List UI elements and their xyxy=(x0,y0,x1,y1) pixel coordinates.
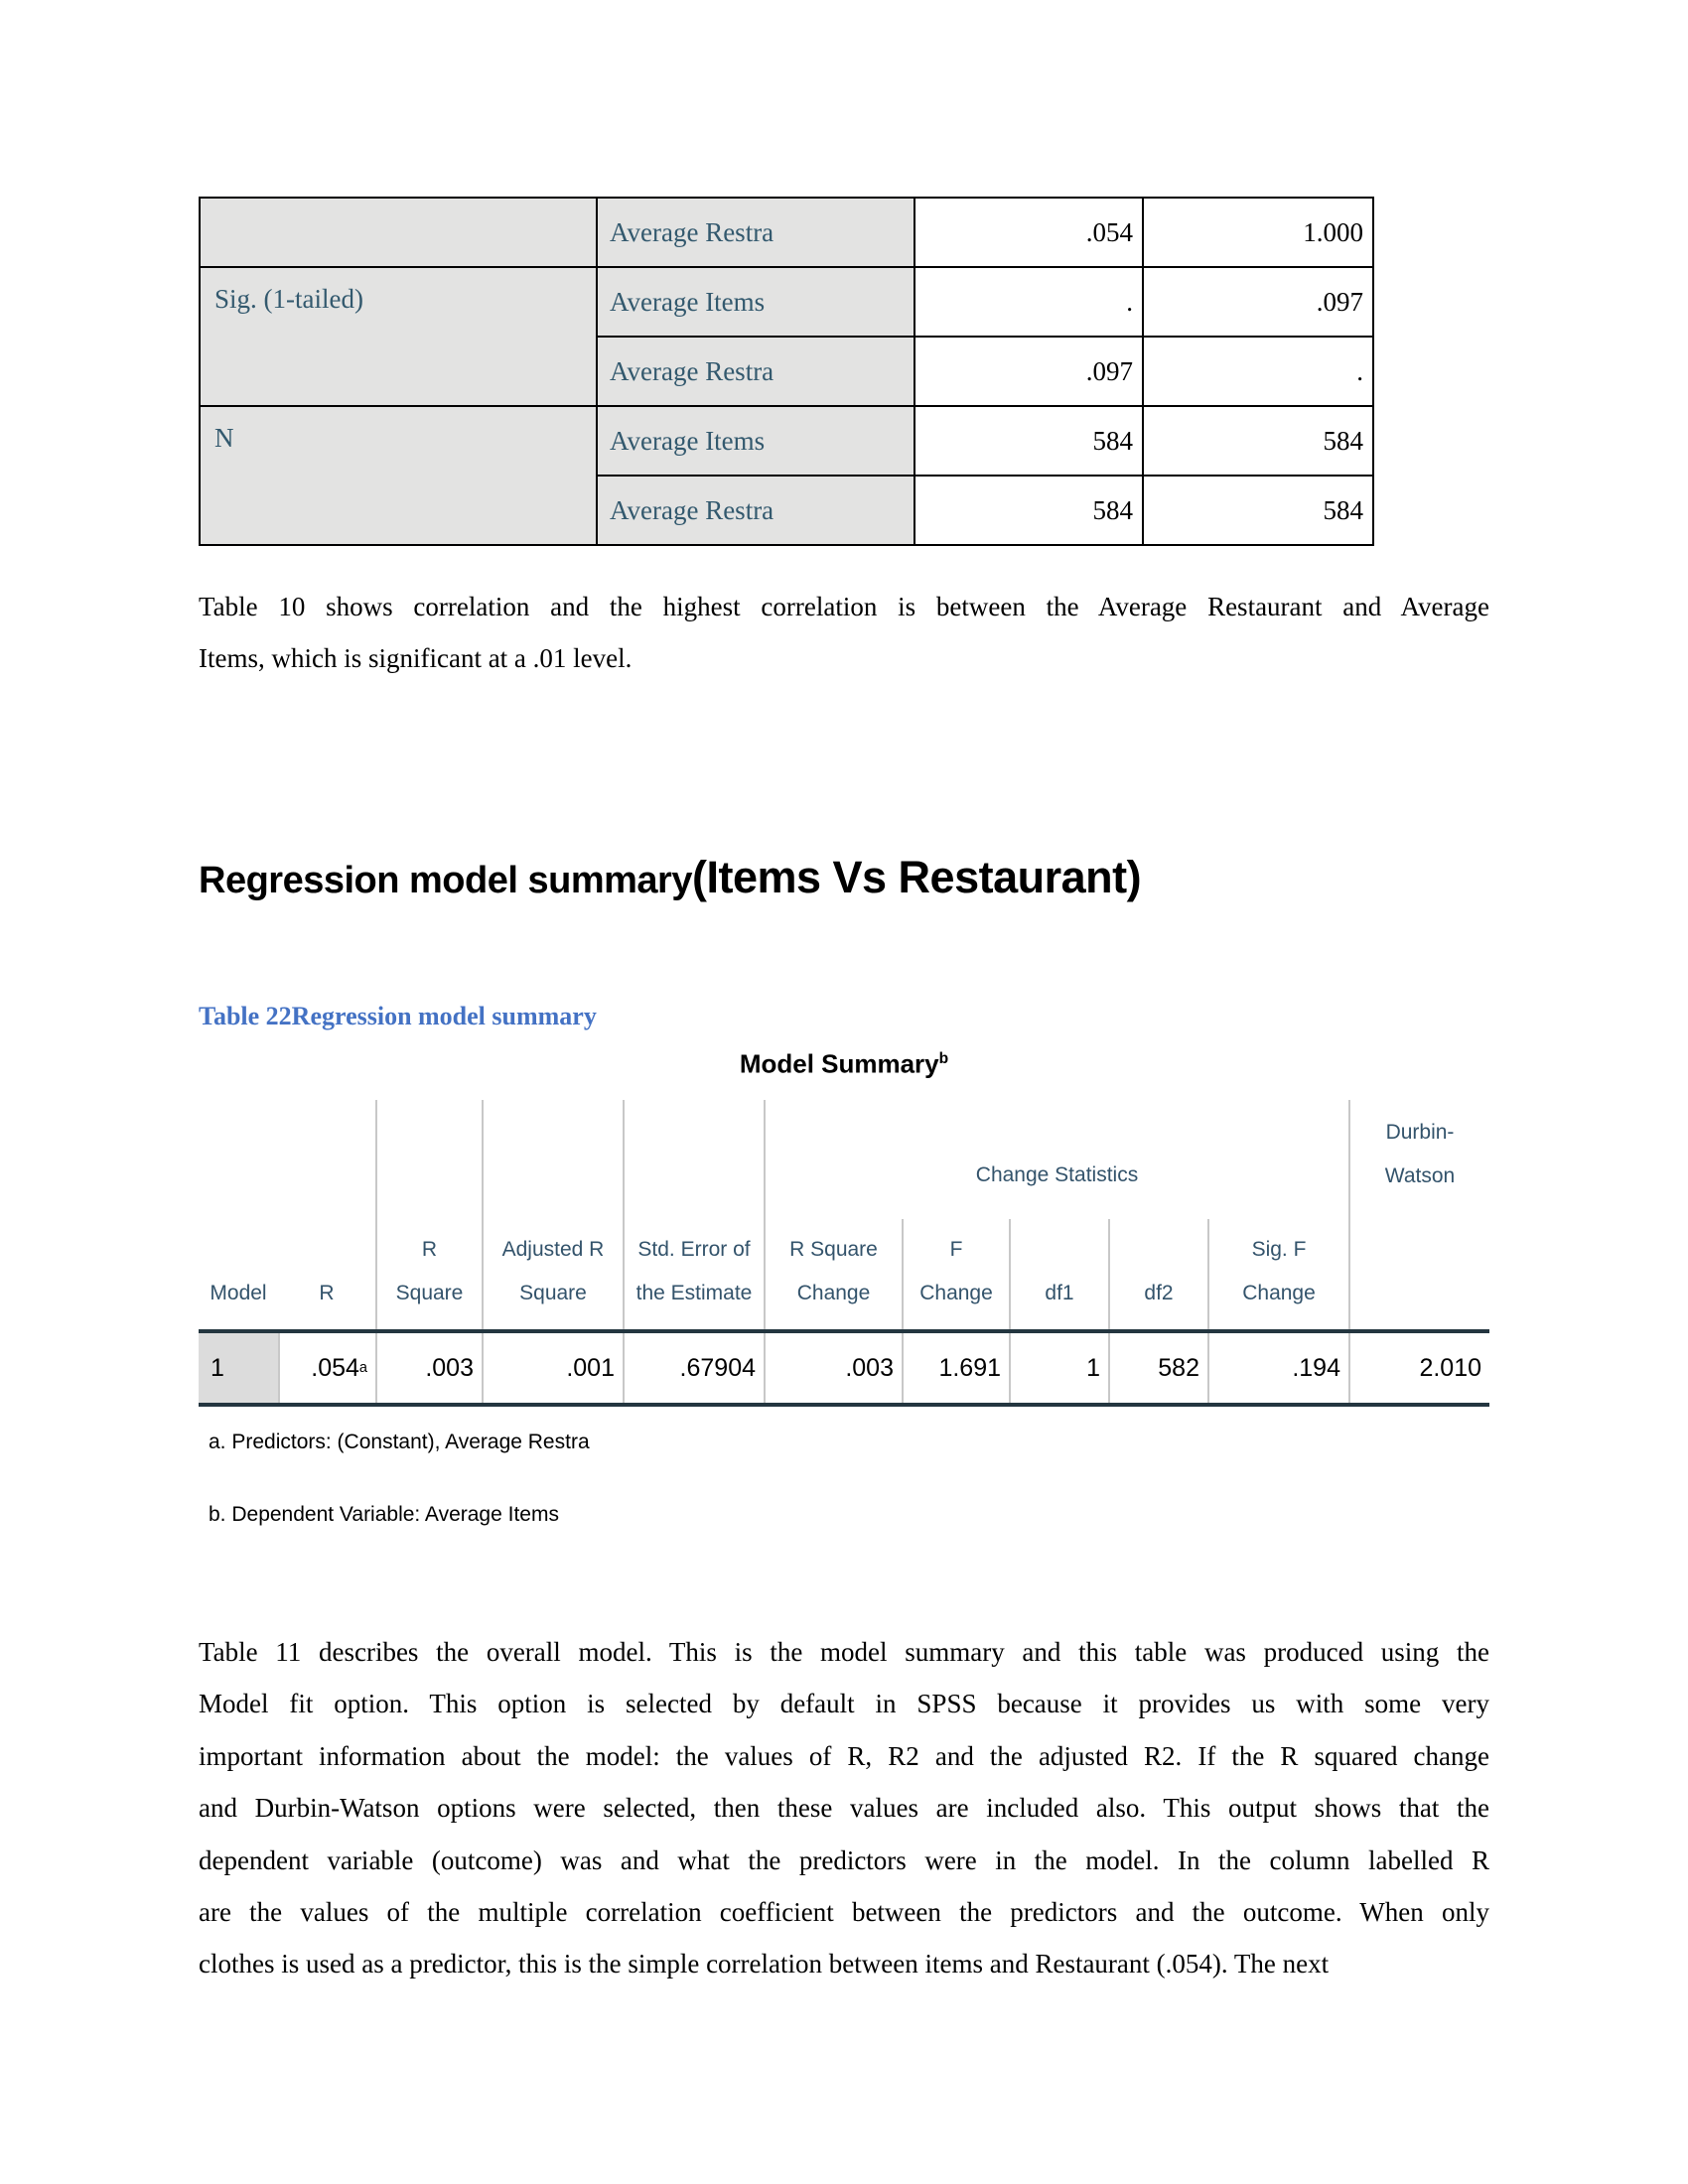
cell-r-value: .054 xyxy=(311,1353,359,1382)
paragraph-line: Model fit option. This option is selected by default in SPSS because it provides us with some very xyxy=(199,1689,1489,1719)
cell-df1: 1 xyxy=(1009,1333,1108,1403)
header-spacer xyxy=(375,1100,482,1219)
header-label: df2 xyxy=(1144,1282,1174,1304)
model-summary-table xyxy=(199,1100,1489,1407)
cell-f-change: 1.691 xyxy=(902,1333,1009,1403)
header-label: Change xyxy=(919,1282,993,1304)
column-header-adjusted-r-square xyxy=(482,1219,623,1329)
model-summary-title xyxy=(199,1044,1489,1079)
header-label: Square xyxy=(519,1282,587,1304)
header-label: df1 xyxy=(1045,1282,1074,1304)
table-bottom-rule xyxy=(199,1403,1489,1407)
corr-value: .097 xyxy=(914,337,1143,406)
paragraph-table11 xyxy=(199,1626,1489,1990)
cell-std-error: .67904 xyxy=(623,1333,764,1403)
cell-df2: 582 xyxy=(1108,1333,1207,1403)
header-label: Model xyxy=(210,1282,267,1304)
column-header-r xyxy=(278,1219,375,1329)
model-summary-title-superscript: b xyxy=(938,1050,949,1067)
corr-value: 1.000 xyxy=(1143,198,1373,267)
column-header-f-change xyxy=(902,1219,1009,1329)
paragraph-line: Table 11 describes the overall model. This is the model summary and this table was produced using the xyxy=(199,1637,1489,1667)
cell-sig-f-change: .194 xyxy=(1207,1333,1348,1403)
cell-r-square-change: .003 xyxy=(764,1333,902,1403)
header-label: Change xyxy=(1242,1282,1316,1304)
column-header-r-square xyxy=(375,1219,482,1329)
header-label: F xyxy=(949,1238,963,1261)
section-heading xyxy=(199,852,1141,903)
header-spacer xyxy=(623,1100,764,1219)
paragraph-line: dependent variable (outcome) was and what the predictors were in the model. In the column labelled R xyxy=(199,1844,1489,1875)
header-label: R xyxy=(319,1282,335,1304)
corr-value: 584 xyxy=(914,406,1143,476)
header-spacer xyxy=(199,1100,375,1219)
corr-value: .097 xyxy=(1143,267,1373,337)
corr-value: . xyxy=(1143,337,1373,406)
header-label: R xyxy=(421,1238,438,1261)
header-label: Change xyxy=(796,1282,871,1304)
corr-var-label: Average Items xyxy=(597,267,914,337)
column-header-durbin-watson xyxy=(1348,1100,1489,1329)
durbin-line1: Durbin- xyxy=(1385,1121,1455,1144)
paragraph-line: clothes is used as a predictor, this is the simple correlation between items and Restaurant (.054). The next xyxy=(199,1949,1330,1979)
corr-row-label-n: N xyxy=(200,406,597,545)
paragraph-line: Table 10 shows correlation and the highest correlation is between the Average Restaurant and Average xyxy=(199,592,1489,621)
corr-var-label: Average Items xyxy=(597,406,914,476)
header-label: Square xyxy=(395,1282,464,1304)
header-label: Sig. F xyxy=(1251,1238,1307,1261)
column-header-std-error xyxy=(623,1219,764,1329)
table-row xyxy=(200,406,1373,476)
cell-durbin-watson: 2.010 xyxy=(1348,1333,1489,1403)
header-label: R Square xyxy=(789,1238,878,1261)
paragraph-line: are the values of the multiple correlation coefficient between the predictors and the outcome. When only xyxy=(199,1897,1489,1928)
cell-r xyxy=(278,1333,375,1403)
paragraph-line: and Durbin-Watson options were selected, then these values are included also. This output shows that the xyxy=(199,1793,1489,1824)
corr-row-label-empty xyxy=(200,198,597,267)
header-label: the Estimate xyxy=(635,1282,753,1304)
model-summary-title-text: Model Summary xyxy=(739,1048,939,1079)
table-row xyxy=(200,198,1373,267)
correlation-table xyxy=(199,197,1374,546)
table-caption: Table 22Regression model summary xyxy=(199,1002,597,1030)
corr-var-label: Average Restra xyxy=(597,337,914,406)
corr-value: .054 xyxy=(914,198,1143,267)
column-header-df1 xyxy=(1009,1219,1108,1329)
cell-r-square: .003 xyxy=(375,1333,482,1403)
header-spacer xyxy=(482,1100,623,1219)
group-header-label: Change Statistics xyxy=(975,1163,1139,1186)
corr-value: . xyxy=(914,267,1143,337)
heading-part2: (Items Vs Restaurant) xyxy=(691,852,1142,902)
column-header-r-square-change xyxy=(764,1219,902,1329)
cell-r-superscript: a xyxy=(358,1360,367,1376)
heading-part1: Regression model summary xyxy=(199,860,692,901)
footnote-a: a. Predictors: (Constant), Average Restra xyxy=(209,1431,590,1453)
corr-value: 584 xyxy=(1143,476,1373,545)
column-header-model xyxy=(199,1219,278,1329)
paragraph-line: important information about the model: the values of R, R2 and the adjusted R2. If the R squared change xyxy=(199,1740,1489,1771)
group-header-change-statistics xyxy=(764,1100,1348,1219)
cell-adjusted-r-square: .001 xyxy=(482,1333,623,1403)
column-header-sig-f-change xyxy=(1207,1219,1348,1329)
header-label: Adjusted R xyxy=(501,1238,605,1261)
model-summary-header xyxy=(199,1100,1489,1329)
paragraph-table10 xyxy=(199,581,1489,685)
cell-model: 1 xyxy=(199,1333,278,1403)
corr-value: 584 xyxy=(1143,406,1373,476)
footnote-b: b. Dependent Variable: Average Items xyxy=(209,1503,559,1526)
corr-row-label-sig: Sig. (1-tailed) xyxy=(200,267,597,406)
corr-var-label: Average Restra xyxy=(597,198,914,267)
header-label: Std. Error of xyxy=(637,1238,751,1261)
table-row xyxy=(200,267,1373,337)
model-summary-data-row xyxy=(199,1333,1489,1403)
paragraph-line: Items, which is significant at a .01 level. xyxy=(199,643,633,674)
corr-var-label: Average Restra xyxy=(597,476,914,545)
durbin-line2: Watson xyxy=(1384,1164,1456,1187)
corr-value: 584 xyxy=(914,476,1143,545)
column-header-df2 xyxy=(1108,1219,1207,1329)
